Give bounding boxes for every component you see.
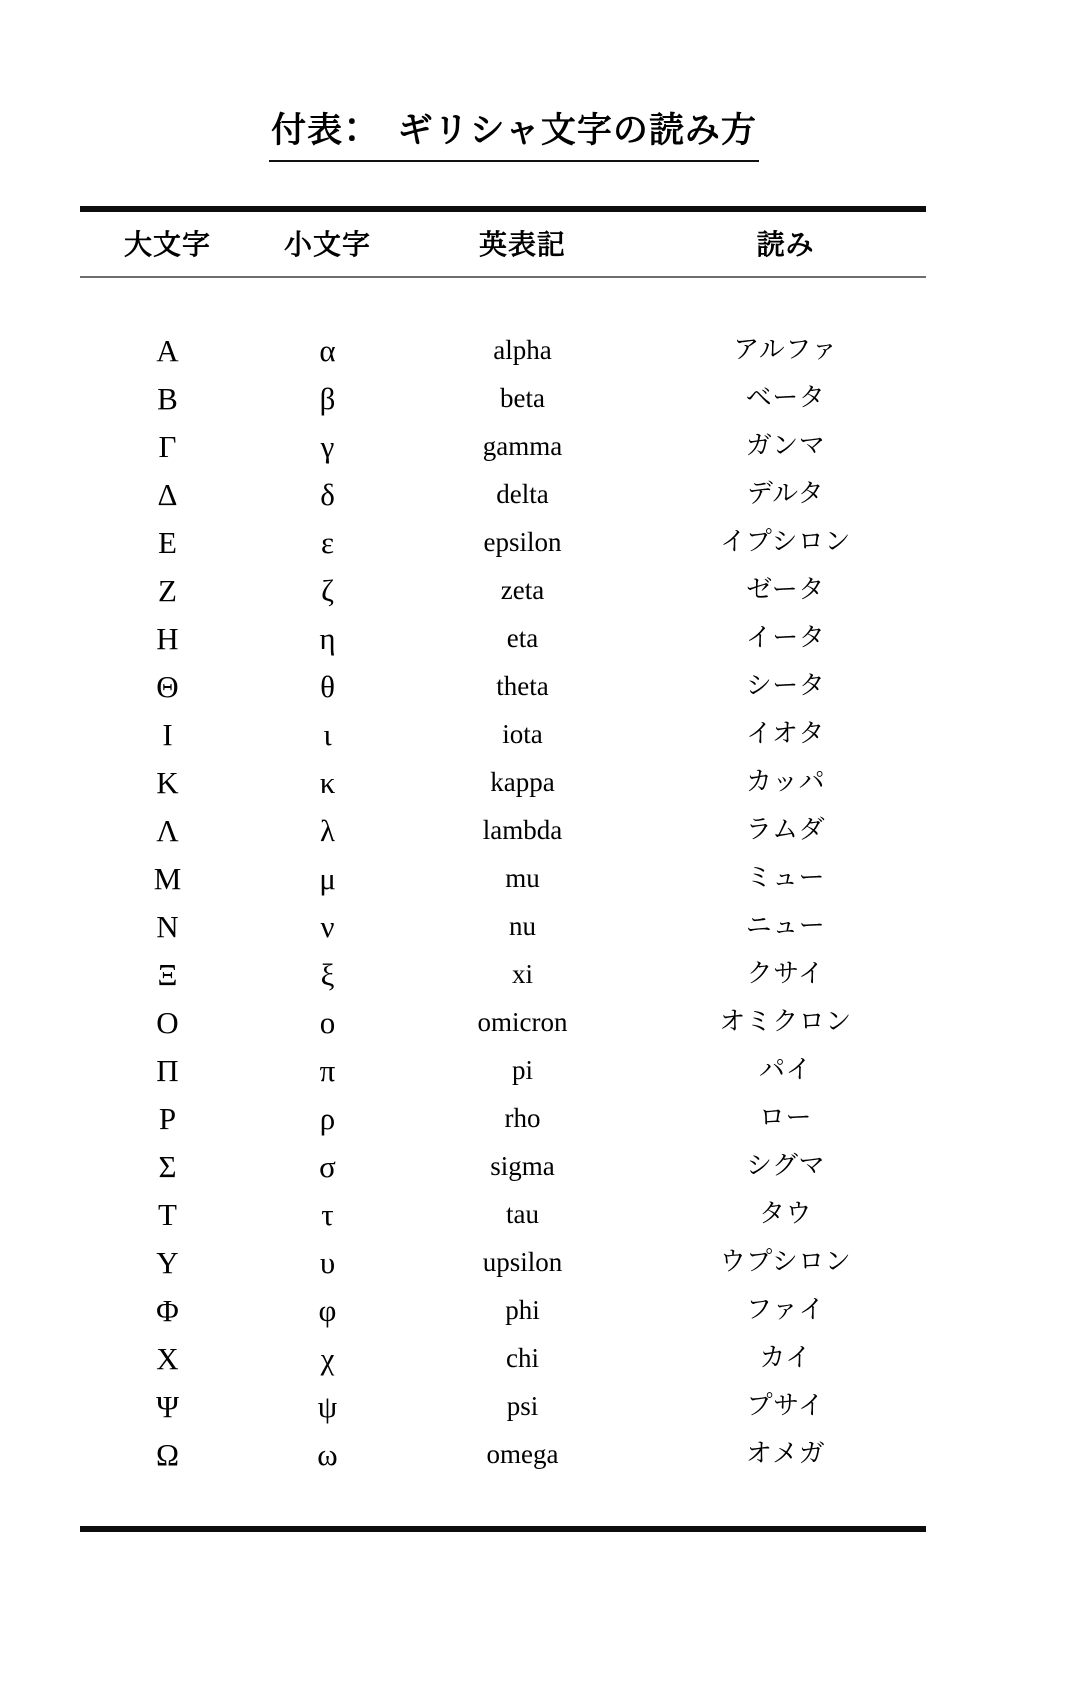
table-row <box>80 902 926 950</box>
cell-english-name: tau <box>506 1198 539 1229</box>
cell-english-name: mu <box>505 862 540 893</box>
cell-uppercase-letter: Φ <box>156 1292 179 1328</box>
cell-uppercase-letter: Ι <box>162 716 173 752</box>
cell-japanese-reading: イオタ <box>746 719 825 749</box>
cell-uppercase-letter: Ξ <box>157 956 178 992</box>
table-row <box>80 710 926 758</box>
cell-english-name: pi <box>511 1054 533 1085</box>
cell-japanese-reading: パイ <box>758 1055 812 1085</box>
greek-alphabet-body-table <box>80 278 926 1526</box>
cell-lowercase-letter: ξ <box>320 956 335 992</box>
table-row <box>80 1046 926 1094</box>
cell-english-name: omega <box>486 1438 559 1469</box>
cell-japanese-reading: ラムダ <box>745 815 826 845</box>
cell-uppercase-letter: Δ <box>157 476 178 512</box>
cell-japanese-reading: オミクロン <box>719 1007 852 1037</box>
cell-japanese-reading: オメガ <box>745 1439 826 1469</box>
cell-lowercase-letter: λ <box>319 812 336 848</box>
cell-japanese-reading: シグマ <box>746 1151 825 1181</box>
cell-uppercase-letter: Ρ <box>158 1100 177 1136</box>
cell-english-name: eta <box>506 622 539 653</box>
cell-lowercase-letter: σ <box>319 1148 336 1184</box>
cell-english-name: alpha <box>493 334 552 365</box>
cell-english-name: lambda <box>482 814 563 845</box>
cell-lowercase-letter: ο <box>319 1004 336 1040</box>
cell-english-name: sigma <box>490 1150 555 1181</box>
cell-japanese-reading: ゼータ <box>746 575 825 605</box>
table-row <box>80 662 926 710</box>
cell-uppercase-letter: Ε <box>158 524 177 560</box>
table-row <box>80 1430 926 1478</box>
cell-uppercase-letter: Λ <box>156 812 179 848</box>
cell-lowercase-letter: ε <box>320 524 335 560</box>
table-row <box>80 1286 926 1334</box>
table-row <box>80 854 926 902</box>
table-row <box>80 422 926 470</box>
cell-lowercase-letter: μ <box>319 860 336 896</box>
table-header <box>80 212 926 276</box>
cell-uppercase-letter: Α <box>156 332 179 368</box>
greek-alphabet-table-container <box>80 206 926 1532</box>
cell-english-name: nu <box>509 910 536 941</box>
cell-lowercase-letter: ω <box>317 1436 338 1472</box>
cell-lowercase-letter: θ <box>320 668 335 704</box>
cell-lowercase-letter: φ <box>318 1292 337 1328</box>
cell-uppercase-letter: Σ <box>158 1148 177 1184</box>
cell-japanese-reading: ニュー <box>745 911 826 941</box>
cell-english-name: phi <box>505 1294 540 1325</box>
cell-japanese-reading: プサイ <box>746 1391 825 1421</box>
cell-japanese-reading: イプシロン <box>720 527 851 557</box>
cell-uppercase-letter: Β <box>157 380 178 416</box>
cell-japanese-reading: ウプシロン <box>719 1247 852 1277</box>
cell-english-name: beta <box>500 382 545 413</box>
table-body-bottom-spacer <box>80 1478 926 1526</box>
cell-lowercase-letter: δ <box>320 476 335 512</box>
cell-uppercase-letter: Ζ <box>158 572 177 608</box>
cell-uppercase-letter: Η <box>156 620 179 656</box>
cell-uppercase-letter: Ο <box>156 1004 179 1040</box>
cell-lowercase-letter: χ <box>320 1340 335 1376</box>
table-row <box>80 374 926 422</box>
cell-uppercase-letter: Ω <box>155 1436 180 1472</box>
table-row <box>80 1190 926 1238</box>
cell-lowercase-letter: κ <box>319 764 336 800</box>
table-row <box>80 1238 926 1286</box>
cell-lowercase-letter: η <box>319 620 336 656</box>
cell-japanese-reading: タウ <box>758 1199 812 1229</box>
cell-english-name: gamma <box>482 430 563 461</box>
cell-lowercase-letter: α <box>319 332 336 368</box>
cell-japanese-reading: カッパ <box>745 767 826 797</box>
page-title: 付表： ギリシャ文字の読み方 <box>269 108 759 162</box>
cell-lowercase-letter: ν <box>320 908 335 944</box>
cell-lowercase-letter: γ <box>320 428 335 464</box>
cell-japanese-reading: ロー <box>758 1103 812 1133</box>
table-row <box>80 1334 926 1382</box>
table-body-top-spacer <box>80 278 926 326</box>
cell-lowercase-letter: ψ <box>317 1388 338 1424</box>
table-row <box>80 614 926 662</box>
table-row <box>80 806 926 854</box>
cell-japanese-reading: ベータ <box>745 383 826 413</box>
table-row <box>80 326 926 374</box>
column-header-reading: 読み <box>756 228 815 261</box>
cell-lowercase-letter: β <box>319 380 336 416</box>
cell-english-name: rho <box>504 1102 541 1133</box>
cell-uppercase-letter: Π <box>156 1052 179 1088</box>
cell-english-name: psi <box>506 1390 539 1421</box>
cell-japanese-reading: イータ <box>745 623 826 653</box>
cell-japanese-reading: ファイ <box>746 1295 825 1325</box>
cell-lowercase-letter: υ <box>319 1244 336 1280</box>
cell-uppercase-letter: Ν <box>156 908 179 944</box>
column-header-uppercase: 大文字 <box>123 228 211 261</box>
table-row <box>80 1382 926 1430</box>
cell-uppercase-letter: Χ <box>156 1340 179 1376</box>
cell-uppercase-letter: Θ <box>156 668 179 704</box>
table-row <box>80 518 926 566</box>
table-row <box>80 1094 926 1142</box>
cell-uppercase-letter: Μ <box>153 860 182 896</box>
cell-uppercase-letter: Ψ <box>156 1388 179 1424</box>
cell-japanese-reading: ガンマ <box>745 431 826 461</box>
cell-japanese-reading: クサイ <box>746 959 825 989</box>
cell-japanese-reading: デルタ <box>746 479 825 509</box>
cell-uppercase-letter: Κ <box>156 764 179 800</box>
cell-japanese-reading: アルファ <box>733 335 838 365</box>
cell-lowercase-letter: τ <box>321 1196 334 1232</box>
cell-english-name: xi <box>511 958 533 989</box>
cell-english-name: upsilon <box>482 1246 563 1277</box>
cell-english-name: theta <box>496 670 549 701</box>
column-header-english: 英表記 <box>478 228 566 261</box>
table-row <box>80 566 926 614</box>
cell-japanese-reading: ミュー <box>746 863 825 893</box>
table-row <box>80 950 926 998</box>
cell-uppercase-letter: Γ <box>158 428 177 464</box>
cell-uppercase-letter: Τ <box>158 1196 177 1232</box>
cell-lowercase-letter: π <box>319 1052 336 1088</box>
cell-lowercase-letter: ρ <box>319 1100 336 1136</box>
cell-english-name: iota <box>502 718 543 749</box>
cell-english-name: kappa <box>490 766 555 797</box>
cell-english-name: chi <box>506 1342 539 1373</box>
cell-uppercase-letter: Υ <box>156 1244 179 1280</box>
page-title-container <box>0 108 1080 162</box>
table-row <box>80 470 926 518</box>
cell-japanese-reading: カイ <box>759 1343 812 1373</box>
table-body <box>80 278 926 1526</box>
table-row <box>80 1142 926 1190</box>
cell-lowercase-letter: ι <box>323 716 332 752</box>
column-header-lowercase: 小文字 <box>283 228 371 261</box>
table-bottom-rule <box>80 1526 926 1532</box>
cell-english-name: delta <box>496 478 549 509</box>
table-row <box>80 998 926 1046</box>
greek-alphabet-table <box>80 212 926 276</box>
table-header-row <box>80 212 926 276</box>
table-row <box>80 758 926 806</box>
cell-lowercase-letter: ζ <box>321 572 334 608</box>
cell-english-name: zeta <box>500 574 545 605</box>
cell-english-name: omicron <box>477 1006 568 1037</box>
cell-japanese-reading: シータ <box>745 671 826 701</box>
cell-english-name: epsilon <box>483 526 562 557</box>
